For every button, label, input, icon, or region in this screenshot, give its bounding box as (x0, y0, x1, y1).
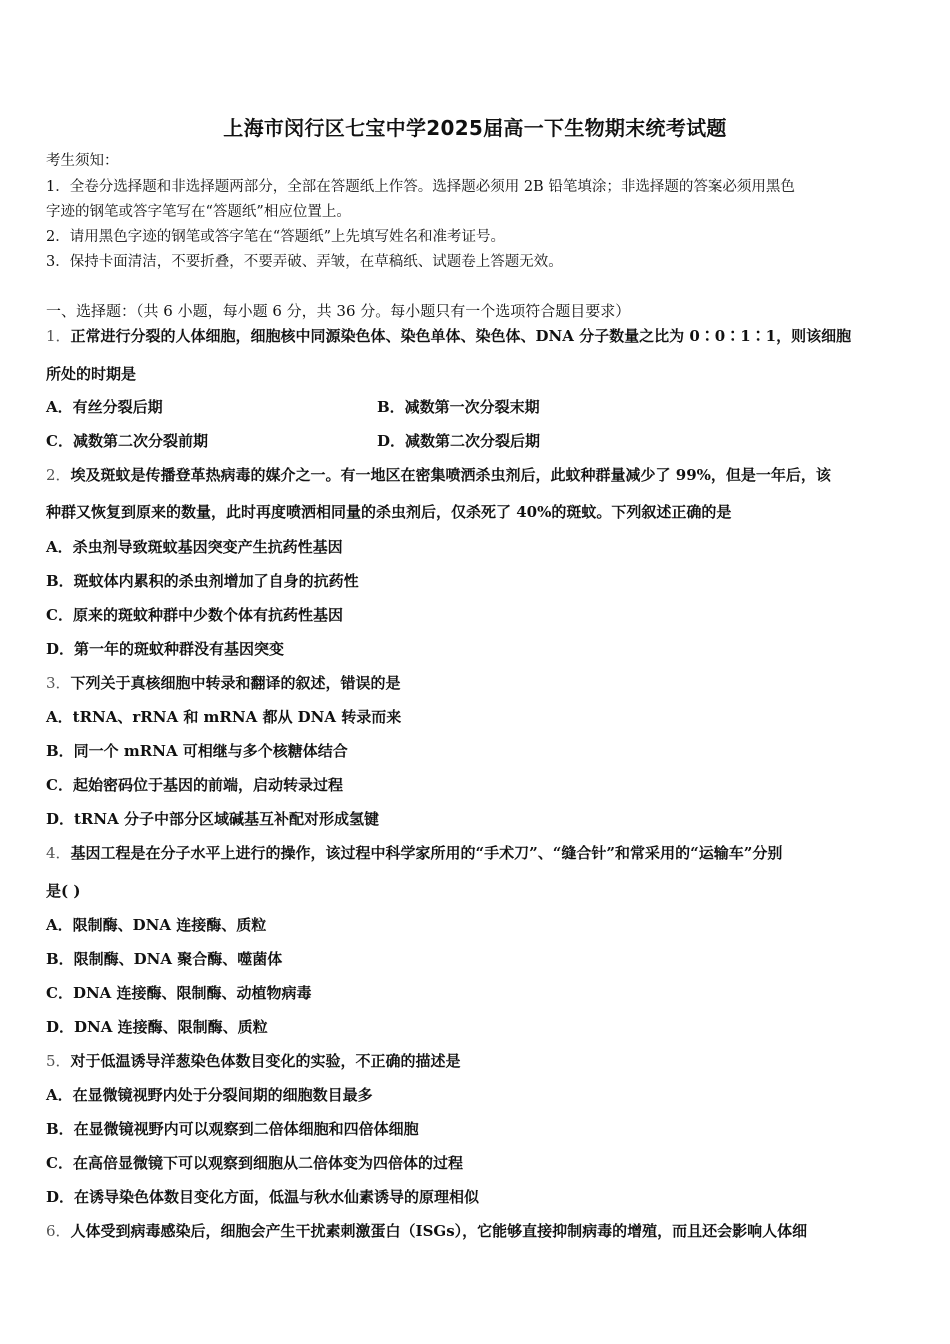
option-c[interactable]: C．DNA 连接酶、限制酶、动植物病毒 (46, 984, 312, 1002)
question-3 (46, 673, 401, 693)
question-1 (46, 326, 851, 346)
question-number: 1． (46, 327, 71, 345)
option-c[interactable]: C．在高倍显微镜下可以观察到细胞从二倍体变为四倍体的过程 (46, 1154, 463, 1172)
question-text-continued: 所处的时期是 (46, 365, 137, 383)
notice-heading: 考生须知： (46, 153, 119, 169)
question-number: 3． (46, 674, 71, 692)
question-5 (46, 1051, 461, 1071)
question-text: 对于低温诱导洋葱染色体数目变化的实验，不正确的描述是 (70, 1052, 461, 1070)
question-6 (46, 1221, 807, 1241)
exam-title: 上海市闵行区七宝中学2025届高一下生物期末统考试题 (223, 116, 727, 140)
notice-item: 2．请用黑色字迹的钢笔或答字笔在“答题纸”上先填写姓名和准考证号。 (46, 229, 506, 245)
notice-item: 字迹的钢笔或答字笔写在“答题纸”相应位置上。 (46, 204, 351, 220)
option-a[interactable]: A．限制酶、DNA 连接酶、质粒 (46, 916, 267, 934)
option-c[interactable]: C．起始密码位于基因的前端，启动转录过程 (46, 776, 343, 794)
option-a[interactable]: A．杀虫剂导致斑蚊基因突变产生抗药性基因 (46, 538, 343, 556)
option-b[interactable]: B．减数第一次分裂末期 (377, 398, 540, 416)
section-heading: 一、选择题：（共 6 小题，每小题 6 分，共 36 分。每小题只有一个选项符合题目要求） (46, 302, 631, 320)
option-b[interactable]: B．限制酶、DNA 聚合酶、噬菌体 (46, 950, 283, 968)
question-text-continued: 是( ) (46, 882, 81, 900)
option-d[interactable]: D．第一年的斑蚊种群没有基因突变 (46, 640, 285, 658)
option-d[interactable]: D．DNA 连接酶、限制酶、质粒 (46, 1018, 268, 1036)
question-number: 6． (46, 1222, 71, 1240)
question-text: 人体受到病毒感染后，细胞会产生干扰素刺激蛋白（ISGs），它能够直接抑制病毒的增殖，而且还会影响人体细 (70, 1222, 808, 1240)
question-text: 埃及斑蚊是传播登革热病毒的媒介之一。有一地区在密集喷洒杀虫剂后，此蚊种群量减少了 99%，但是一年后，该 (70, 466, 831, 484)
question-number: 5． (46, 1052, 71, 1070)
option-b[interactable]: B．斑蚊体内累积的杀虫剂增加了自身的抗药性 (46, 572, 359, 590)
option-a[interactable]: A．tRNA、rRNA 和 mRNA 都从 DNA 转录而来 (46, 708, 402, 726)
option-a[interactable]: A．有丝分裂后期 (46, 398, 163, 416)
question-text: 下列关于真核细胞中转录和翻译的叙述，错误的是 (70, 674, 401, 692)
question-4 (46, 843, 782, 863)
question-text: 正常进行分裂的人体细胞，细胞核中同源染色体、染色单体、染色体、DNA 分子数量之比为 0∶0∶1∶1，则该细胞 (70, 327, 852, 345)
question-text-continued: 种群又恢复到原来的数量，此时再度喷洒相同量的杀虫剂后，仅杀死了 40%的斑蚊。下列叙述正确的是 (46, 503, 732, 521)
question-number: 4． (46, 844, 71, 862)
option-d[interactable]: D．减数第二次分裂后期 (377, 432, 541, 450)
question-2 (46, 465, 831, 485)
question-text: 基因工程是在分子水平上进行的操作，该过程中科学家所用的“手术刀”、“缝合针”和常采用的“运输车”分别 (70, 844, 783, 862)
option-b[interactable]: B．在显微镜视野内可以观察到二倍体细胞和四倍体细胞 (46, 1120, 419, 1138)
question-number: 2． (46, 466, 71, 484)
notice-item: 3．保持卡面清洁，不要折叠，不要弄破、弄皱，在草稿纸、试题卷上答题无效。 (46, 254, 563, 270)
notice-item: 1．全卷分选择题和非选择题两部分，全部在答题纸上作答。选择题必须用 2B 铅笔填涂；非选择题的答案必须用黑色 (46, 179, 795, 195)
option-d[interactable]: D．在诱导染色体数目变化方面，低温与秋水仙素诱导的原理相似 (46, 1188, 480, 1206)
option-a[interactable]: A．在显微镜视野内处于分裂间期的细胞数目最多 (46, 1086, 373, 1104)
option-b[interactable]: B．同一个 mRNA 可相继与多个核糖体结合 (46, 742, 348, 760)
option-d[interactable]: D．tRNA 分子中部分区域碱基互补配对形成氢键 (46, 810, 379, 828)
option-c[interactable]: C．减数第二次分裂前期 (46, 432, 208, 450)
option-c[interactable]: C．原来的斑蚊种群中少数个体有抗药性基因 (46, 606, 343, 624)
